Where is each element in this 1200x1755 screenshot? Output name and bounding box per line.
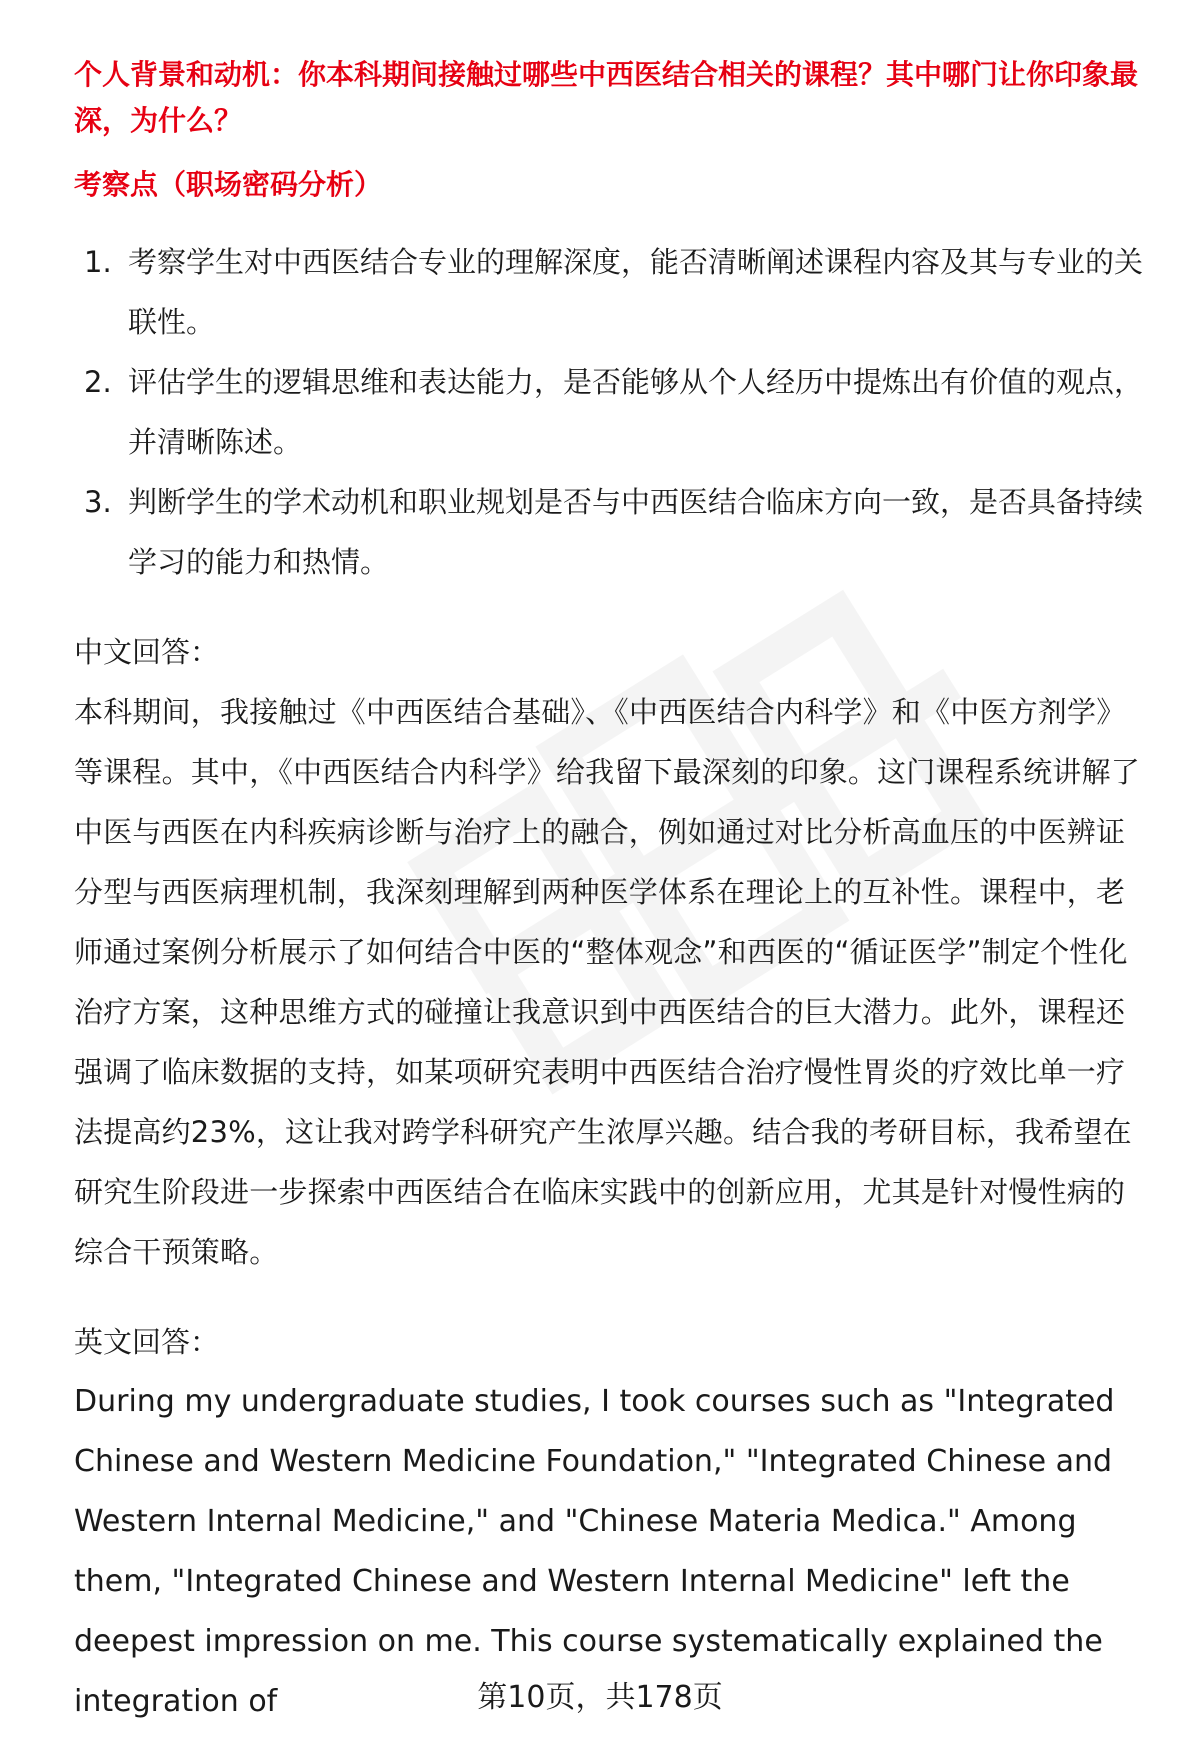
point-text: 评估学生的逻辑思维和表达能力，是否能够从个人经历中提炼出有价值的观点，并清晰陈述。 bbox=[128, 365, 1144, 459]
point-number: 2. bbox=[84, 365, 112, 399]
page-number-footer: 第10页，共178页 bbox=[477, 1680, 723, 1715]
assessment-point bbox=[74, 472, 1146, 592]
document-page bbox=[74, 52, 1146, 1732]
point-number: 3. bbox=[84, 485, 112, 519]
chinese-answer-text: 本科期间，我接触过《中西医结合基础》、《中西医结合内科学》和《中医方剂学》等课程。其中，《中西医结合内科学》给我留下最深刻的印象。这门课程系统讲解了中医与西医在内科疾病诊断与治疗上的融合，例如通过对比分析高血压的中医辨证分型与西医病理机制，我深刻理解到两种医学体系在理论上的互补性。课程中，老师通过案例分析展示了如何结合中医的“整体观念”和西医的“循证医学”制定个性化治疗方案，这种思维方式的碰撞让我意识到中西医结合的巨大潜力。此外，课程还强调了临床数据的支持，如某项研究表明中西医结合治疗慢性胃炎的疗效比单一疗法提高约23%，这让我对跨学科研究产生浓厚兴趣。结合我的考研目标，我希望在研究生阶段进一步探索中西医结合在临床实践中的创新应用，尤其是针对慢性病的综合干预策略。 bbox=[74, 695, 1140, 1269]
chinese-answer-label: 中文回答： bbox=[74, 635, 220, 669]
point-text: 考察学生对中西医结合专业的理解深度，能否清晰阐述课程内容及其与专业的关联性。 bbox=[128, 245, 1144, 339]
assessment-list bbox=[74, 232, 1146, 592]
assessment-point bbox=[74, 232, 1146, 352]
assessment-heading: 考察点（职场密码分析） bbox=[74, 168, 383, 201]
english-answer-label: 英文回答： bbox=[74, 1325, 220, 1359]
english-answer-text: During my undergraduate studies, I took courses such as "Integrated Chinese and Western Medicine Foundation," "Integrated Chinese and Western Internal Medicine," and "Chinese Materia Medica." Among them, "Integrated Chinese and Western Internal Medicine" left the deepest impression on me. This course systematically explained the integration of bbox=[74, 1384, 1115, 1719]
point-number: 1. bbox=[84, 245, 112, 279]
assessment-point bbox=[74, 352, 1146, 472]
question-heading: 个人背景和动机：你本科期间接触过哪些中西医结合相关的课程？其中哪门让你印象最深，为什么？ bbox=[74, 58, 1139, 137]
point-text: 判断学生的学术动机和职业规划是否与中西医结合临床方向一致，是否具备持续学习的能力和热情。 bbox=[128, 485, 1144, 579]
